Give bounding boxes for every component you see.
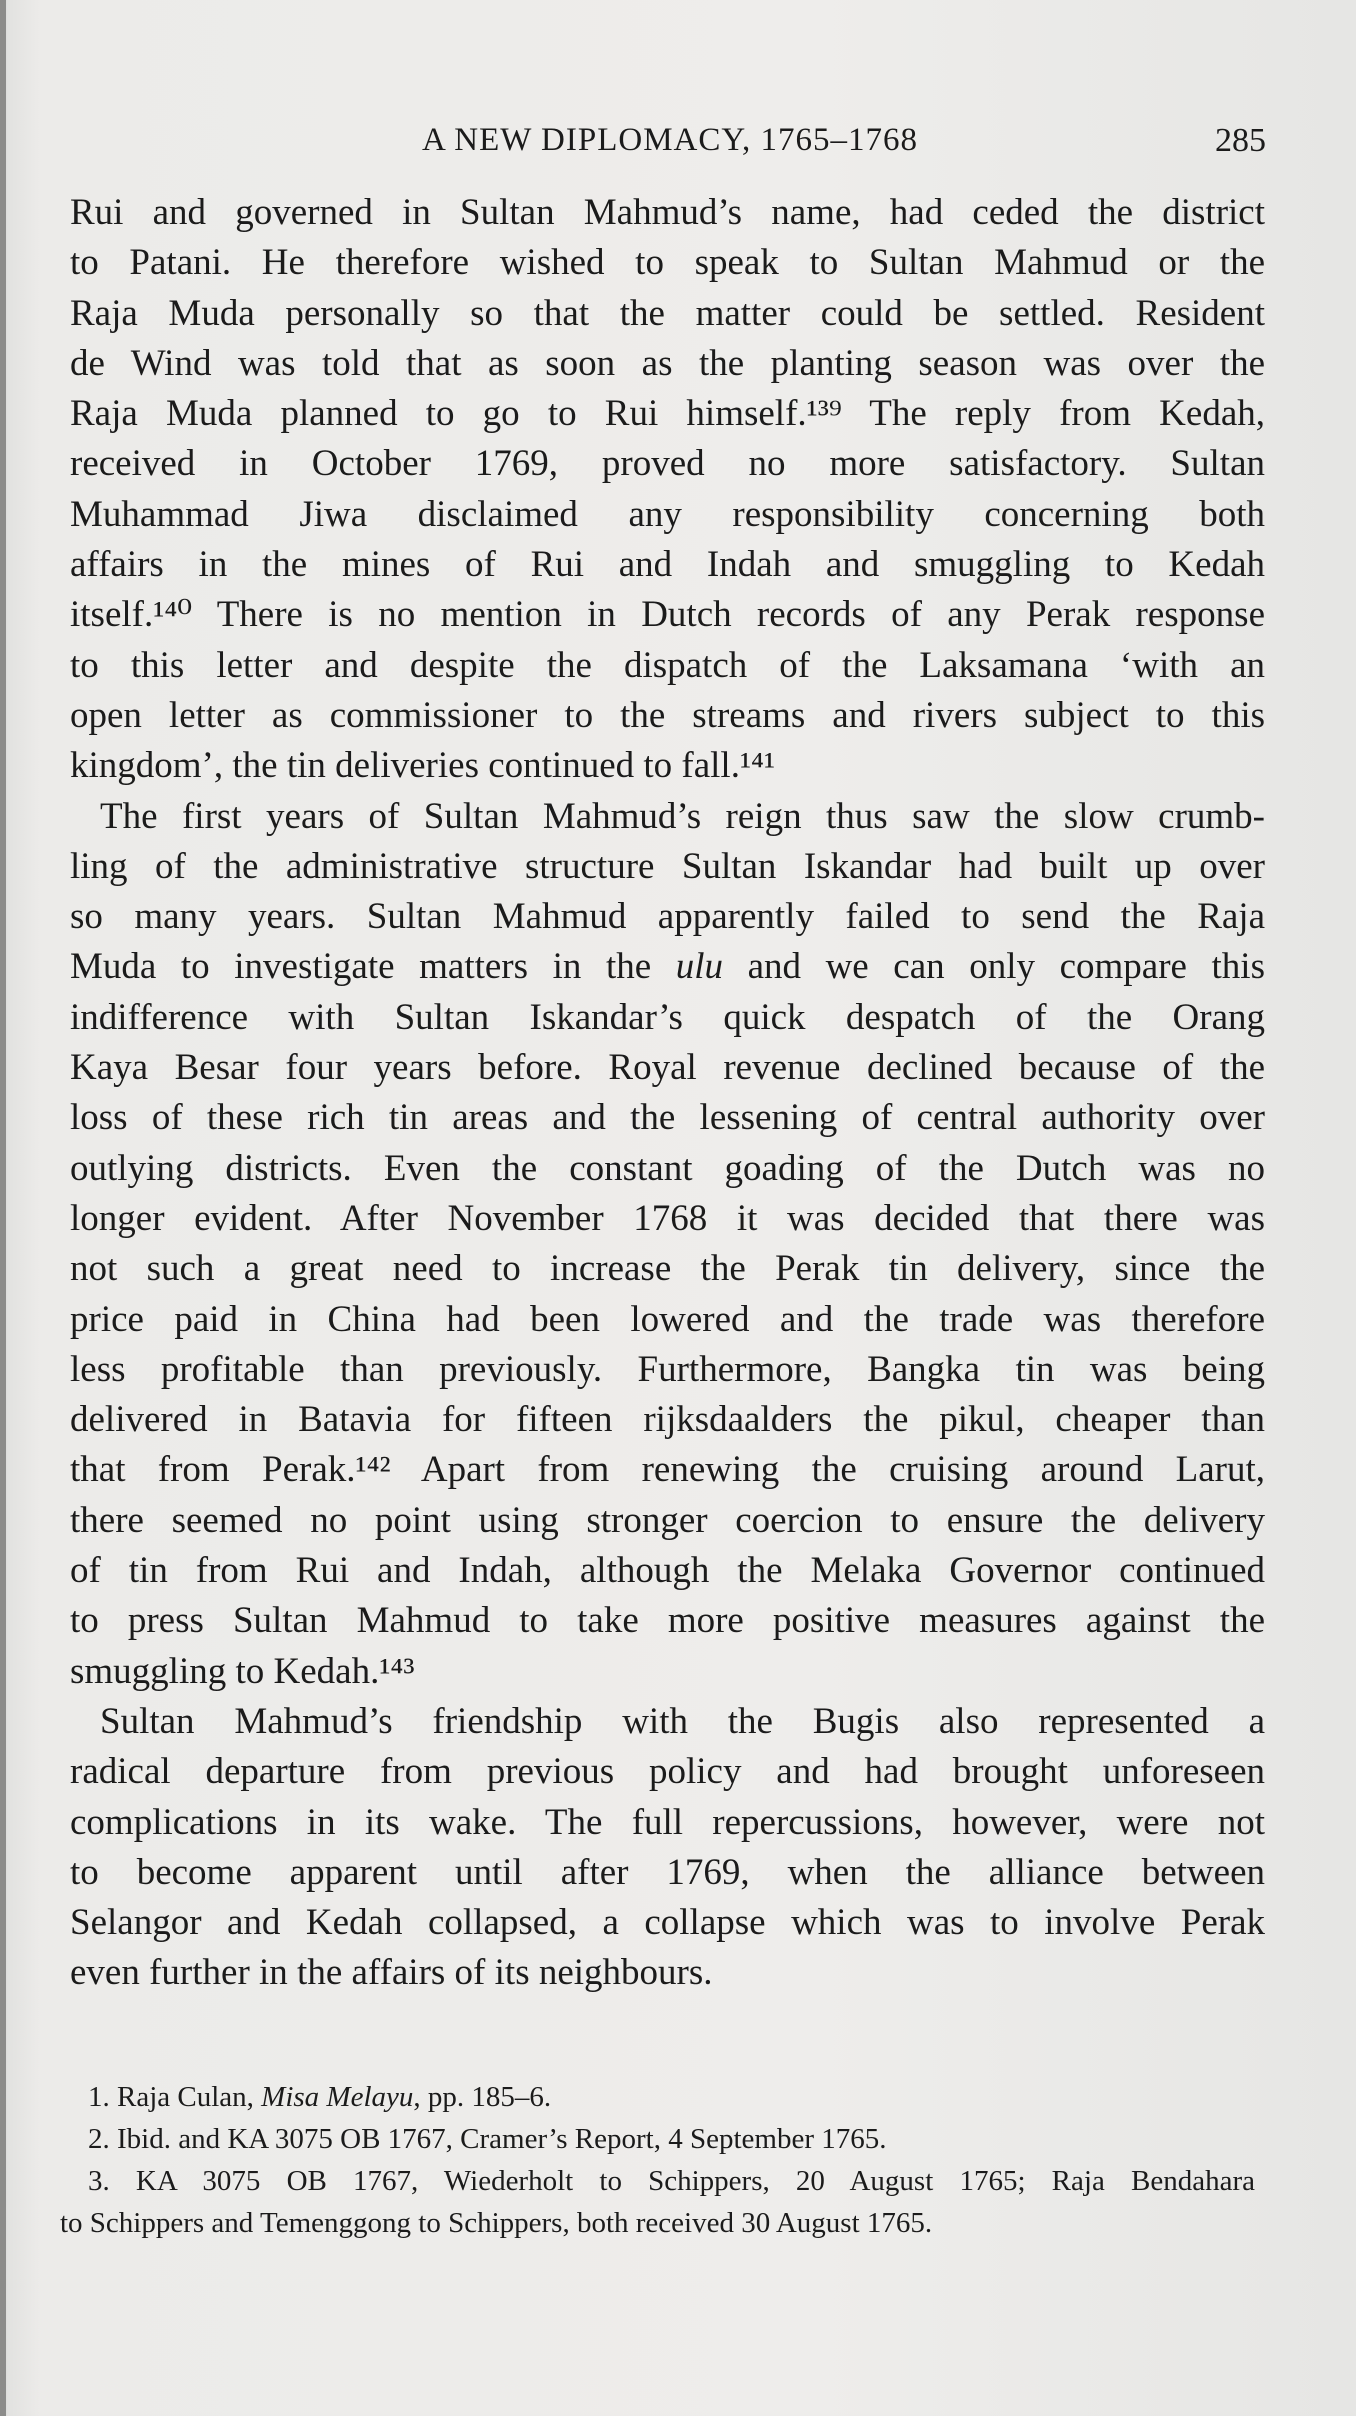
paragraph	[70, 792, 1265, 1697]
text-line: even further in the affairs of its neighbours.	[70, 1952, 713, 1994]
running-title: A NEW DIPLOMACY, 1765–1768	[422, 122, 918, 158]
text-line: that from Perak.¹⁴² Apart from renewing the cruising around Larut,	[70, 1449, 1265, 1491]
page-number: 285	[1215, 122, 1266, 159]
text-line: price paid in China had been lowered and the trade was therefore	[70, 1298, 1265, 1340]
footnote-line: 2. Ibid. and KA 3075 OB 1767, Cramer’s Report, 4 September 1765.	[88, 2123, 887, 2155]
text-line: outlying districts. Even the constant goading of the Dutch was no	[70, 1147, 1265, 1189]
text-line: so many years. Sultan Mahmud apparently failed to send the Raja	[70, 896, 1265, 938]
text-line: smuggling to Kedah.¹⁴³	[70, 1650, 415, 1692]
running-header	[0, 122, 1356, 172]
text-line: The first years of Sultan Mahmud’s reign thus saw the slow crumb-	[100, 795, 1265, 837]
footnote-line: 3. KA 3075 OB 1767, Wiederholt to Schippers, 20 August 1765; Raja Bendahara	[88, 2165, 1255, 2197]
text-line: loss of these rich tin areas and the lessening of central authority over	[70, 1097, 1265, 1139]
text-line: indifference with Sultan Iskandar’s quick despatch of the Orang	[70, 996, 1265, 1038]
text-line: received in October 1769, proved no more satisfactory. Sultan	[70, 443, 1265, 485]
italic-text: Misa Melayu	[261, 2081, 414, 2113]
text-line: there seemed no point using stronger coercion to ensure the delivery	[70, 1499, 1265, 1541]
text-line: of tin from Rui and Indah, although the Melaka Governor continued	[70, 1550, 1265, 1592]
text-line: Selangor and Kedah collapsed, a collapse which was to involve Perak	[70, 1902, 1265, 1944]
text-line: Rui and governed in Sultan Mahmud’s name, had ceded the district	[70, 192, 1265, 233]
text-line: to press Sultan Mahmud to take more positive measures against the	[70, 1600, 1265, 1642]
page-edge-shadow	[0, 0, 6, 2416]
text-line: complications in its wake. The full repercussions, however, were not	[70, 1801, 1265, 1843]
text-line: ling of the administrative structure Sultan Iskandar had built up over	[70, 845, 1265, 887]
text-line: to become apparent until after 1769, when the alliance between	[70, 1851, 1265, 1893]
text-line: Raja Muda planned to go to Rui himself.¹³⁹ The reply from Kedah,	[70, 393, 1265, 435]
text-line: Sultan Mahmud’s friendship with the Bugis also represented a	[100, 1700, 1265, 1742]
footnote-line: to Schippers and Temenggong to Schippers, both received 30 August 1765.	[60, 2207, 933, 2239]
text-line: radical departure from previous policy and had brought unforeseen	[70, 1751, 1265, 1793]
text-line: delivered in Batavia for fifteen rijksdaalders the pikul, cheaper than	[70, 1399, 1265, 1441]
text-line: longer evident. After November 1768 it was decided that there was	[70, 1197, 1265, 1239]
text-segment: and we can only compare this	[723, 946, 1265, 988]
text-line: kingdom’, the tin deliveries continued to fall.¹⁴¹	[70, 745, 776, 787]
text-line: itself.¹⁴⁰ There is no mention in Dutch records of any Perak response	[70, 594, 1265, 636]
text-segment: 1. Raja Culan,	[88, 2081, 262, 2113]
text-line: de Wind was told that as soon as the planting season was over the	[70, 342, 1265, 384]
italic-text: ulu	[675, 946, 724, 988]
text-line: affairs in the mines of Rui and Indah and smuggling to Kedah	[70, 544, 1265, 586]
text-line: open letter as commissioner to the streams and rivers subject to this	[70, 694, 1265, 736]
text-line: Raja Muda personally so that the matter could be settled. Resident	[70, 292, 1265, 334]
text-segment: Muda to investigate matters in the	[70, 946, 676, 988]
text-line: to Patani. He therefore wished to speak to Sultan Mahmud or the	[70, 242, 1265, 284]
text-line: less profitable than previously. Furthermore, Bangka tin was being	[70, 1348, 1265, 1390]
text-line: to this letter and despite the dispatch of the Laksamana ‘with an	[70, 644, 1265, 686]
paragraph	[70, 188, 1265, 792]
footnote-line	[60, 2076, 1255, 2118]
text-segment: , pp. 185–6.	[413, 2081, 552, 2113]
paragraph	[70, 1697, 1265, 1999]
text-line: Kaya Besar four years before. Royal revenue declined because of the	[70, 1047, 1265, 1089]
text-line	[70, 942, 1265, 992]
body-text	[70, 188, 1265, 1999]
text-line: Muhammad Jiwa disclaimed any responsibility concerning both	[70, 493, 1265, 535]
text-line: not such a great need to increase the Perak tin delivery, since the	[70, 1248, 1265, 1290]
footnotes	[60, 2076, 1255, 2244]
